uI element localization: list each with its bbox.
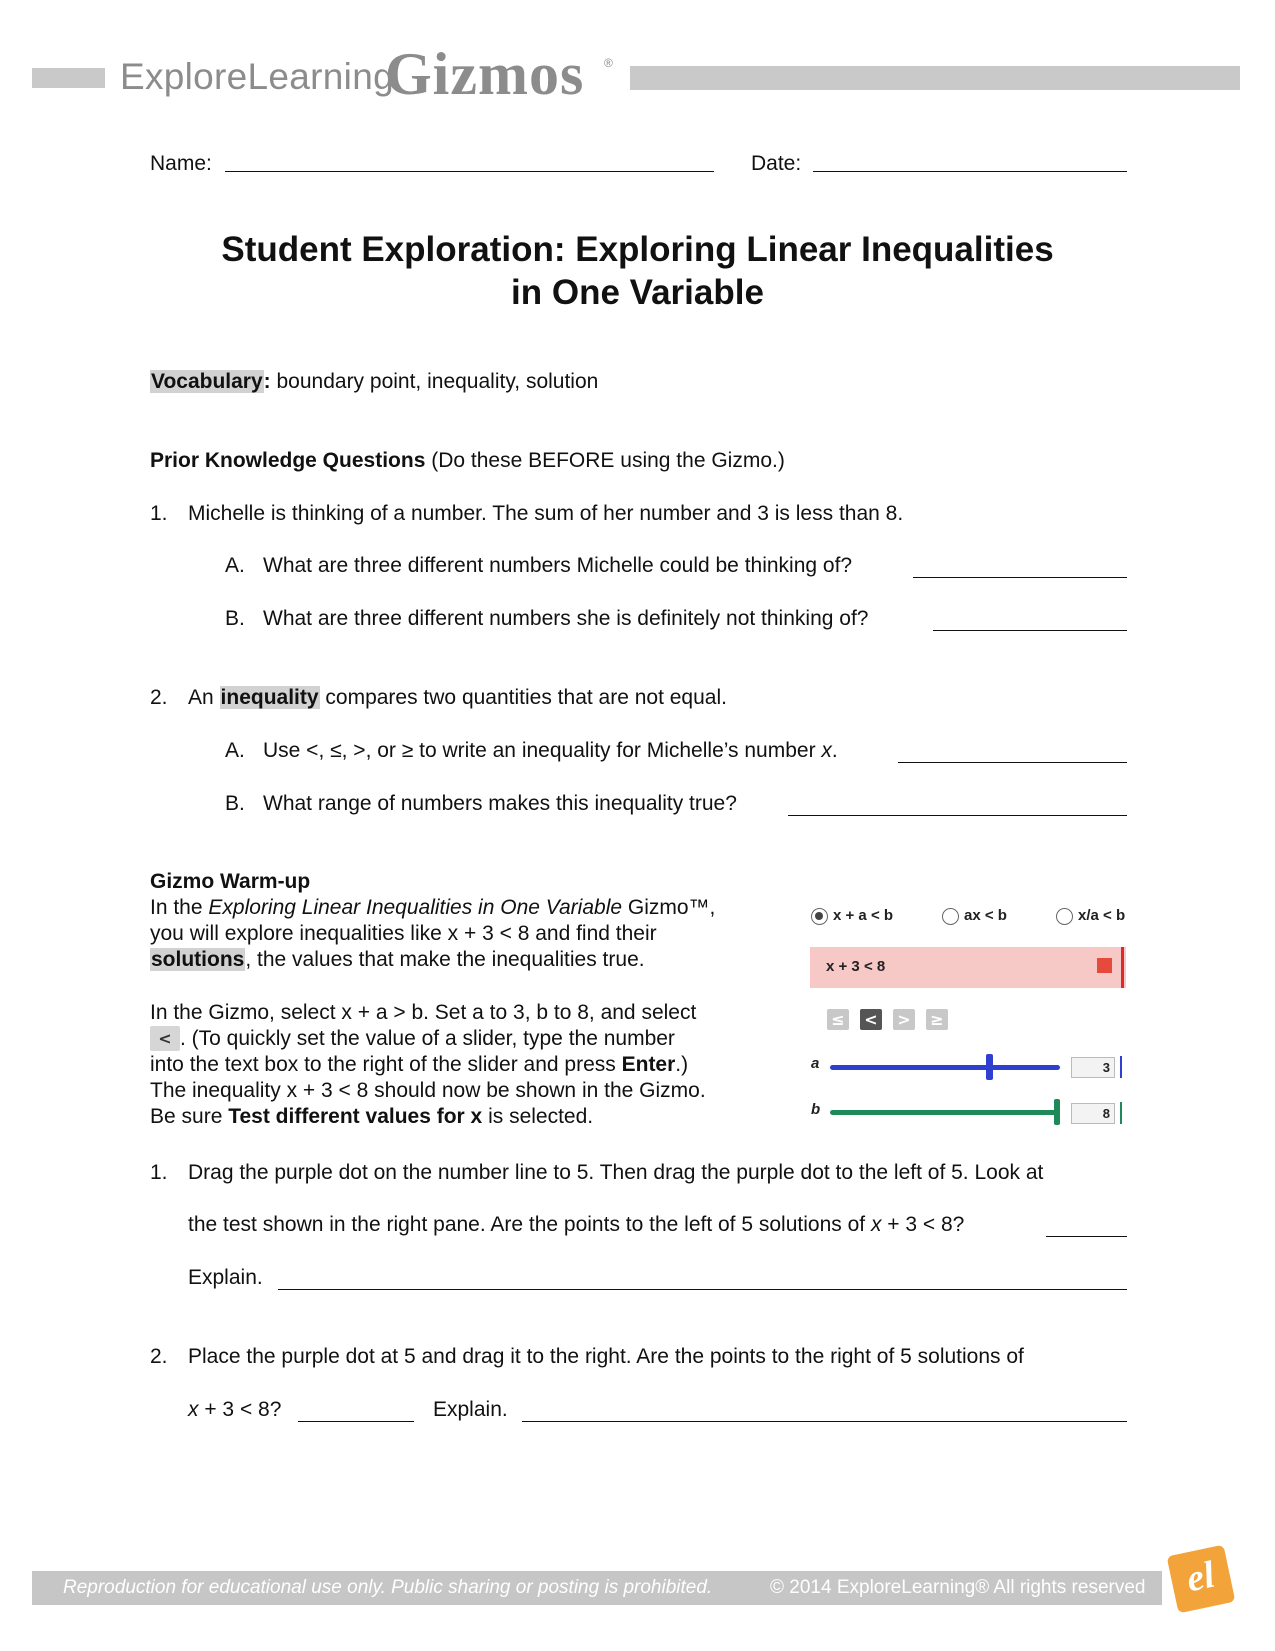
- question-number: 1.: [150, 1161, 168, 1184]
- vocabulary: Vocabulary: boundary point, inequality, solution: [151, 370, 599, 393]
- vocabulary-terms: boundary point, inequality, solution: [270, 370, 599, 393]
- page-title-line2: in One Variable: [511, 273, 764, 312]
- activity-q2-line2: x + 3 < 8?: [188, 1398, 282, 1421]
- activity-q1-line2: the test shown in the right pane. Are the points to the left of 5 solutions of x + 3 < 8?: [188, 1213, 965, 1236]
- radio-ax-lt-b[interactable]: [942, 908, 959, 925]
- registered-mark: ®: [604, 56, 613, 70]
- warmup-paragraph-line: In the Exploring Linear Inequalities in One Variable Gizmo™,: [150, 896, 716, 919]
- greater-than-button[interactable]: >: [893, 1009, 915, 1030]
- activity-q2-line1: Place the purple dot at 5 and drag it to the right. Are the points to the right of 5 solutions of: [188, 1345, 1024, 1368]
- sub-question-letter: B.: [225, 607, 245, 630]
- slider-a-input[interactable]: 3: [1071, 1057, 1115, 1078]
- date-label: Date:: [751, 152, 802, 175]
- radio-x-over-a-lt-b[interactable]: [1056, 908, 1073, 925]
- warmup-instruction-line: Be sure Test different values for x is selected.: [150, 1105, 594, 1128]
- explain-blank-a1[interactable]: [278, 1289, 1127, 1290]
- slider-a-label: a: [811, 1055, 820, 1072]
- footer-copyright: © 2014 ExploreLearning® All rights reserved: [770, 1577, 1146, 1598]
- answer-blank-1a[interactable]: [913, 577, 1127, 578]
- radio-label-1: x + a < b: [833, 907, 894, 924]
- less-equal-button[interactable]: ≤: [827, 1009, 849, 1030]
- slider-b-handle[interactable]: [1054, 1099, 1060, 1125]
- question-1a-text: What are three different numbers Michelle could be thinking of?: [263, 554, 853, 577]
- slider-b-track[interactable]: [830, 1110, 1060, 1115]
- less-than-button-ref: <: [150, 1026, 180, 1051]
- warmup-instruction-line: into the text box to the right of the slider and press Enter.): [150, 1053, 689, 1076]
- vocabulary-label: Vocabulary: [151, 370, 263, 393]
- slider-b-marker: [1120, 1102, 1122, 1124]
- answer-blank-a1[interactable]: [1046, 1236, 1127, 1237]
- inequality-term: inequality: [220, 686, 319, 709]
- activity-q1-line1: Drag the purple dot on the number line to 5. Then drag the purple dot to the left of 5. Look at: [188, 1161, 1044, 1184]
- warmup-paragraph-line: solutions, the values that make the inequalities true.: [151, 948, 645, 971]
- solutions-term: solutions: [151, 948, 245, 971]
- question-1-text: Michelle is thinking of a number. The sum of her number and 3 is less than 8.: [188, 502, 904, 525]
- warmup-instruction-line: In the Gizmo, select x + a > b. Set a to 3, b to 8, and select: [150, 1001, 697, 1024]
- slider-a-track[interactable]: [830, 1065, 1060, 1070]
- warmup-heading: Gizmo Warm-up: [150, 870, 311, 893]
- sub-question-letter: A.: [225, 554, 245, 577]
- explorelearning-logo: ExploreLearning: [120, 56, 394, 97]
- question-number: 1.: [150, 502, 168, 525]
- question-2a-text: Use <, ≤, >, or ≥ to write an inequality for Michelle’s number x.: [263, 739, 838, 762]
- answer-blank-a2[interactable]: [298, 1421, 414, 1422]
- explorelearning-el-logo: el: [1167, 1545, 1236, 1614]
- sub-question-letter: A.: [225, 739, 245, 762]
- header-bar-left: [32, 68, 105, 88]
- name-label: Name:: [150, 152, 212, 175]
- question-2-text: An inequality compares two quantities that are not equal.: [188, 686, 727, 709]
- page-title: Student Exploration: Exploring Linear Inequalities: [221, 230, 1054, 269]
- slider-a-marker: [1120, 1056, 1122, 1078]
- sub-question-letter: B.: [225, 792, 245, 815]
- question-number: 2.: [150, 1345, 168, 1368]
- slider-b-label: b: [811, 1101, 821, 1118]
- stop-icon: [1097, 958, 1112, 973]
- slider-b-input[interactable]: 8: [1071, 1103, 1115, 1124]
- radio-label-3: x/a < b: [1078, 907, 1126, 924]
- radio-x-plus-a-lt-b[interactable]: [811, 908, 828, 925]
- less-than-button[interactable]: <: [860, 1009, 882, 1030]
- slider-a-handle[interactable]: [986, 1054, 993, 1080]
- name-field[interactable]: [225, 171, 714, 172]
- warmup-instruction-line: The inequality x + 3 < 8 should now be shown in the Gizmo.: [150, 1079, 706, 1102]
- footer-disclaimer: Reproduction for educational use only. Public sharing or posting is prohibited.: [63, 1577, 713, 1598]
- radio-label-2: ax < b: [964, 907, 1007, 924]
- question-2b-text: What range of numbers makes this inequality true?: [263, 792, 737, 815]
- warmup-paragraph-line: you will explore inequalities like x + 3 < 8 and find their: [150, 922, 657, 945]
- answer-blank-1b[interactable]: [933, 630, 1127, 631]
- explain-blank-a2[interactable]: [522, 1421, 1127, 1422]
- greater-equal-button[interactable]: ≥: [926, 1009, 948, 1030]
- display-edge: [1121, 947, 1124, 988]
- explain-label: Explain.: [188, 1266, 263, 1289]
- explain-label: Explain.: [433, 1398, 508, 1421]
- header-bar-right: [630, 66, 1240, 90]
- date-field[interactable]: [813, 171, 1127, 172]
- inequality-display: x + 3 < 8: [826, 958, 886, 975]
- question-number: 2.: [150, 686, 168, 709]
- prior-knowledge-heading: Prior Knowledge Questions (Do these BEFORE using the Gizmo.): [150, 449, 785, 472]
- gizmos-logo: Gizmos: [385, 41, 585, 107]
- warmup-instruction-line: < . (To quickly set the value of a slider, type the number: [150, 1026, 675, 1052]
- question-1b-text: What are three different numbers she is definitely not thinking of?: [263, 607, 869, 630]
- answer-blank-2b[interactable]: [788, 815, 1127, 816]
- answer-blank-2a[interactable]: [898, 762, 1127, 763]
